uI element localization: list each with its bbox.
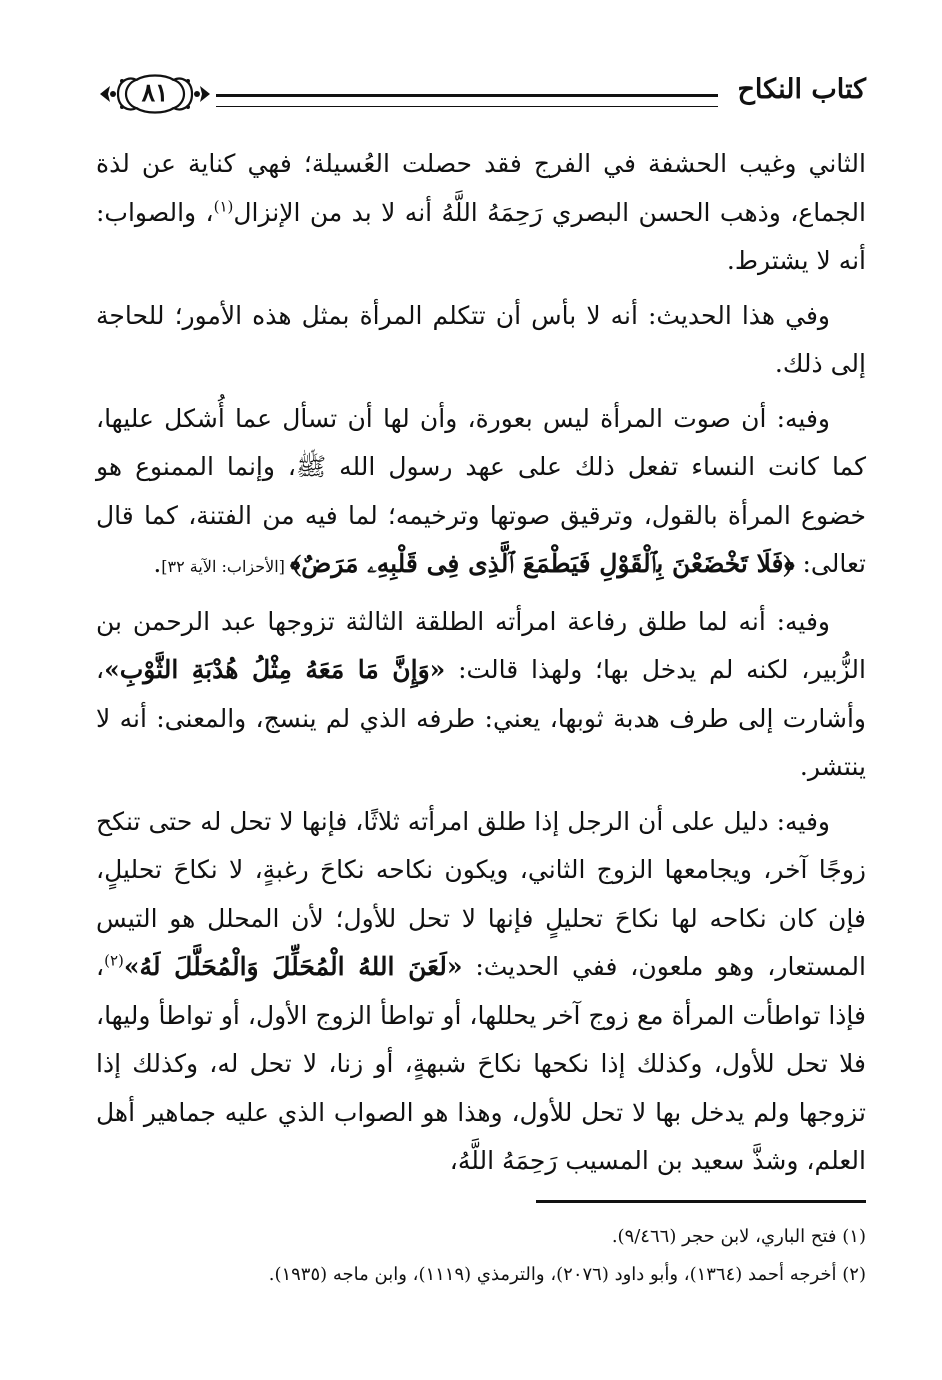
footnote-marker-1[interactable]: (١) [213, 197, 234, 216]
hadith-quote: «لَعَنَ اللهُ الْمُحَلِّلَ وَالْمُحَلَّلَ لَهُ» [123, 952, 463, 981]
running-header [96, 66, 866, 126]
page-number-ornament [96, 70, 214, 118]
footnote-1: (١) فتح الباري، لابن حجر (٩/٤٦٦). [611, 1226, 866, 1247]
paragraph-1-text-b: ، والصواب: أنه لا يشترط. [96, 197, 866, 275]
header-rule [216, 94, 718, 107]
quran-verse: ﴿فَلَا تَخْضَعْنَ بِٱلْقَوْلِ فَيَطْمَعَ ٱلَّذِى فِى قَلْبِهِۦ مَرَضٌ﴾ [290, 549, 795, 578]
hadith-quote: «وَإِنَّ مَا مَعَهُ مِثْلُ هُدْبَةِ الثَّوْبِ» [104, 655, 446, 684]
footnotes [96, 1218, 866, 1294]
paragraph-5-text-b: ، فإذا تواطأت المرأة مع زوج آخر يحللها، أو تواطأ الزوج الأول، أو تواطأ وليها، فلا تحل للأول، وكذلك إذا نكحها نكاحَ شبهةٍ، أو زنا، لا تحل له، وكذلك إذا تزوجها ولم يدخل بها لا تحل للأول، وهذا هو الصواب الذي عليه جماهير أهل العلم، وشذَّ سعيد بن المسيب رَحِمَهُ اللَّهُ، [96, 952, 866, 1175]
footnote-2: (٢) أخرجه أحمد (١٣٦٤)، وأبو داود (٢٠٧٦)، والترمذي (١١١٩)، وابن ماجه (١٩٣٥). [268, 1264, 866, 1285]
main-text [96, 140, 866, 1186]
page-number: ٨١ [141, 78, 169, 107]
footnote-separator [536, 1200, 866, 1203]
footnote-marker-2[interactable]: (٢) [104, 951, 124, 970]
paragraph-4 [96, 598, 866, 792]
paragraph-4-text-b: ، وأشارت إلى طرف هدبة ثوبها، يعني: طرفه الذي لم ينسج، والمعنى: أنه لا ينتشر. [96, 655, 866, 781]
paragraph-5 [96, 798, 866, 1186]
paragraph-2: وفي هذا الحديث: أنه لا بأس أن تتكلم المرأة بمثل هذه الأمور؛ للحاجة إلى ذلك. [96, 300, 866, 378]
paragraph-3-text-b: . [153, 549, 162, 578]
paragraph-1 [96, 140, 866, 286]
paragraph-1-text-a: الثاني وغيب الحشفة في الفرج فقد حصلت العُسيلة؛ فهي كناية عن لذة الجماع، وذهب الحسن البصري رَحِمَهُ اللَّهُ أنه لا بد من الإنزال [96, 149, 866, 227]
paragraph-3 [96, 395, 866, 592]
paragraph-4-text-a: وفيه: أنه لما طلق رفاعة امرأته الطلقة الثالثة تزوجها عبد الرحمن بن الزُّبير، لكنه لم يدخل بها؛ ولهذا قالت: [96, 606, 866, 684]
paragraph-5-text-a: وفيه: دليل على أن الرجل إذا طلق امرأته ثلاثًا، فإنها لا تحل له حتى تنكح زوجًا آخر، ويجامعها الزوج الثاني، ويكون نكاحه نكاحَ رغبةٍ، لا نكاحَ تحليلٍ، فإن كان نكاحه لها نكاحَ تحليلٍ فإنها لا تحل للأول؛ لأن المحلل هو التيس المستعار، وهو ملعون، ففي الحديث: [96, 806, 866, 981]
verse-reference: [الأحزاب: الآية ٣٢] [161, 557, 291, 576]
paragraph-3-text-a: وفيه: أن صوت المرأة ليس بعورة، وأن لها أن تسأل عما أُشكل عليها، كما كانت النساء تفعل ذلك على عهد رسول الله ﷺ، وإنما الممنوع هو خضوع المرأة بالقول، وترقيق صوتها وترخيمه؛ لما فيه من الفتنة، كما قال تعالى: [96, 403, 866, 578]
chapter-title: كتاب النكاح [737, 74, 866, 105]
